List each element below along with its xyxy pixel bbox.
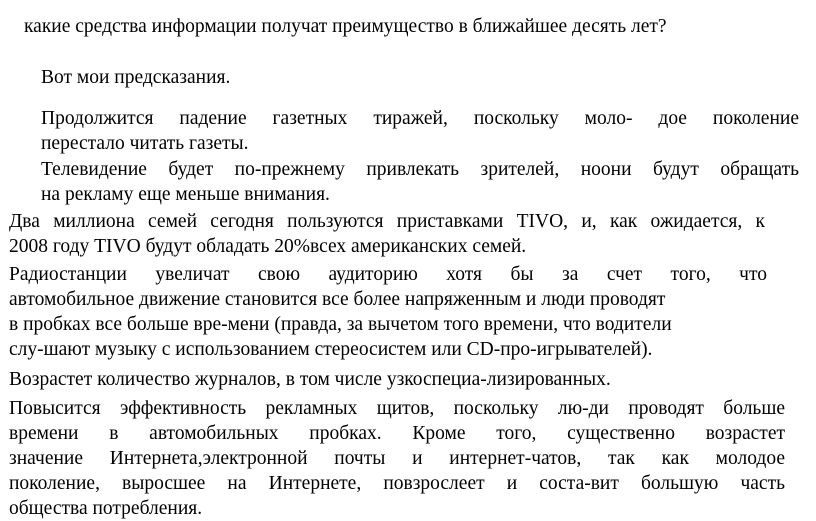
billboards-line-4: поколение, выросшее на Интернете, повзрослеет и соста-вит большую часть <box>9 473 785 494</box>
billboards-line-2: времени в автомобильных пробках. Кроме того, существенно возрастет <box>9 423 785 444</box>
billboards-line-3: значение Интернета,электронной почты и интернет-чатов, так как молодое <box>9 448 785 469</box>
newspapers-line-2: перестало читать газеты. <box>41 133 249 154</box>
magazines-line-1: Возрастет количество журналов, в том числе узкоспециа-лизированных. <box>9 369 611 390</box>
tv-line-1: Телевидение будет по-прежнему привлекать зрителей, ноони будут обращать <box>41 159 799 180</box>
tivo-line-2: 2008 году TIVO будут обладать 20%всех американских семей. <box>9 236 527 257</box>
billboards-line-5: общества потребления. <box>9 498 203 519</box>
newspapers-line-1: Продолжится падение газетных тиражей, поскольку моло- дое поколение <box>41 108 799 129</box>
radio-line-2: автомобильное движение становится все более напряженным и люди проводят <box>9 289 666 310</box>
radio-line-4: слу-шают музыку с использованием стереосистем или CD-про-игрывателей). <box>9 339 653 360</box>
billboards-line-1: Повысится эффективность рекламных щитов, поскольку лю-ди проводят больше <box>9 398 785 419</box>
radio-line-1: Радиостанции увеличат свою аудиторию хотя бы за счет того, что <box>9 264 767 285</box>
tv-line-2: на рекламу еще меньше внимания. <box>41 184 330 205</box>
intro-text: Вот мои предсказания. <box>41 67 231 88</box>
radio-line-3: в пробках все больше вре-мени (правда, за вычетом того времени, что водители <box>9 314 672 335</box>
tivo-line-1: Два миллиона семей сегодня пользуются приставками TIVO, и, как ожидается, к <box>9 211 765 232</box>
question-heading: какие средства информации получат преимущество в ближайшее десять лет? <box>24 16 667 37</box>
